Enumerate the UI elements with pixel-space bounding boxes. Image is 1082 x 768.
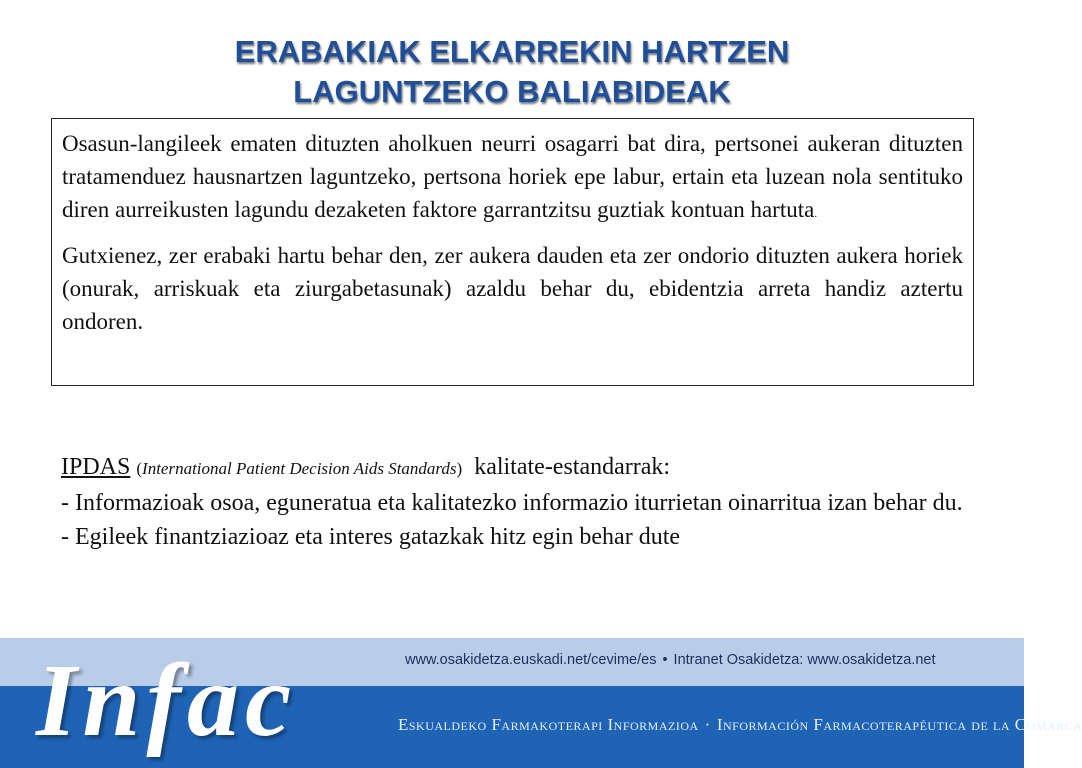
definition-paragraph-2: Gutxienez, zer erabaki hartu behar den, zer aukera dauden eta zer ondorio dituzten aukera horiek (onurak, arriskuak eta ziurgabetasunak) azaldu behar du, ebidentzia arreta handiz aztertu ondoren.	[62, 243, 963, 334]
title-line-1: ERABAKIAK ELKARREKIN HARTZEN	[234, 34, 790, 69]
tagline-separator: ·	[704, 715, 711, 734]
footer-tagline	[398, 715, 1082, 735]
cevime-link[interactable]: www.osakidetza.euskadi.net/cevime/es	[405, 652, 657, 668]
title-line-2: LAGUNTZEKO BALIABIDEAK	[293, 74, 731, 109]
definition-paragraph-1	[62, 127, 963, 231]
bullet-separator: •	[662, 652, 668, 668]
standards-heading	[61, 450, 966, 486]
definition-paragraph-1-text: Osasun-langileek ematen dituzten aholkuen neurri osagarri bat dira, pertsonei aukeran dituzten tratamenduez hausnartzen laguntzeko, pertsona horiek epe labur, ertain eta luzean nola sentituko diren aurreikusten lagundu dezaketen faktore garrantzitsu guztiak kontuan hartuta	[62, 131, 963, 222]
slide-title	[150, 32, 874, 112]
infac-logo: Infac	[36, 643, 298, 758]
tagline-spanish: Información Farmacoterapéutica de la Comarca	[716, 715, 1082, 734]
footer-links	[405, 652, 1005, 668]
definition-paragraph-1-period: .	[814, 208, 818, 220]
ipdas-acronym: IPDAS	[61, 454, 131, 480]
open-paren: (	[136, 459, 143, 478]
tagline-basque: Eskualdeko Farmakoterapi Informazioa	[398, 715, 699, 734]
standards-item-2: - Egileek finantziazioaz eta interes gatazkak hitz egin behar dute	[61, 524, 681, 550]
definition-box	[51, 118, 974, 386]
intranet-link[interactable]: Intranet Osakidetza: www.osakidetza.net	[673, 652, 936, 668]
standards-suffix: kalitate-estandarrak:	[474, 454, 671, 480]
standards-section	[61, 450, 966, 554]
ipdas-full-name: International Patient Decision Aids Standards	[142, 459, 457, 478]
close-paren: )	[456, 459, 463, 478]
standards-item-1: - Informazioak osoa, eguneratua eta kalitatezko informazio iturrietan oinarritua izan behar du.	[61, 490, 963, 516]
